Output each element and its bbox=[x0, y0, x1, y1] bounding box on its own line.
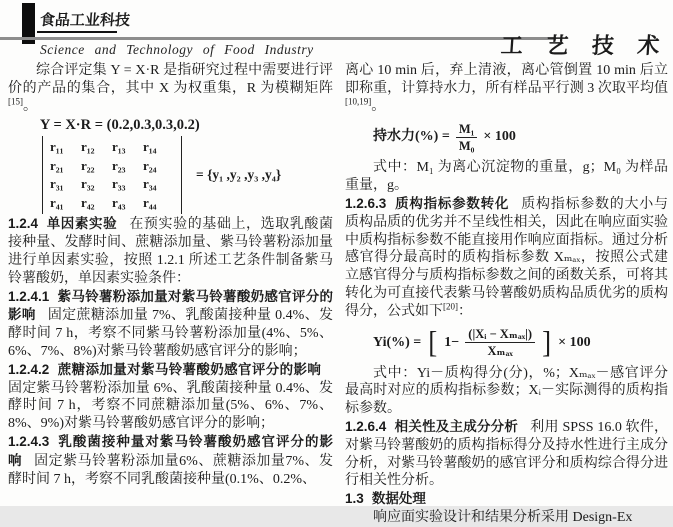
formula-texture-score bbox=[373, 323, 668, 363]
section-number: 1.2.4 bbox=[8, 216, 39, 232]
journal-title-english: Science and Technology of Food Industry bbox=[40, 42, 314, 57]
matrix-cell: r₁₂ bbox=[81, 139, 95, 155]
section-1-2-4 bbox=[8, 215, 333, 287]
section-column-label: 工 艺 技 术 bbox=[500, 33, 670, 58]
section-title: 相关性及主成分分析 bbox=[394, 418, 519, 434]
formula-yi-note: 式中：Yi－质构得分(分)，%；Xₘₐₓ－感官评分最高时对应的质构指标参数；Xᵢ－实际测得的质构指标参数。 bbox=[345, 365, 668, 417]
section-body: 利用 SPSS 16.0 软件，对紫马铃薯酸奶的质构指标得分及持水性进行主成分分析，对紫马铃薯酸奶的感官评分和质构综合得分进行相关性分析。 bbox=[345, 419, 668, 489]
matrix-cell: r₁₃ bbox=[112, 139, 126, 155]
formula-lhs: 持水力(%) = bbox=[373, 129, 450, 145]
matrix-cell: r₄₄ bbox=[143, 194, 157, 210]
matrix-cell: r₂₄ bbox=[143, 157, 157, 173]
formula-rhs: × 100 bbox=[483, 129, 516, 145]
fuzzy-matrix-equation bbox=[42, 136, 333, 214]
section-number: 1.2.6.4 bbox=[345, 418, 387, 434]
matrix-cell: r₂₃ bbox=[112, 157, 126, 173]
paragraph-text: 离心 10 min 后，弃上清液，离心管倒置 10 min 后立即称重，计算持水力，所有样品平行测 3 次取平均值 bbox=[345, 63, 668, 96]
paragraph-composite-evaluation bbox=[8, 62, 333, 115]
section-body: 固定紫马铃薯粉添加量6%、蔗糖添加量7%、发酵时间 7 h，考察不同乳酸菌接种量(0.1%、0.2%、 bbox=[8, 453, 334, 487]
fraction-numerator: (|Xᵢ − Xₘₐₓ|) bbox=[465, 327, 535, 343]
fraction bbox=[456, 122, 478, 154]
partial-cutoff-line: 响应面实验设计和结果分析采用 Design-Ex bbox=[373, 509, 633, 525]
section-1-2-4-2 bbox=[8, 361, 333, 433]
paragraph-text: 综合评定集 Y = X·R 是指研究过程中需要进行评价的产品的集合，其中 X 为权重集，R 为模糊矩阵 bbox=[8, 63, 333, 96]
section-title: 紫马铃薯粉添加量对紫马铃薯酸奶感官评分的影响 bbox=[8, 288, 333, 323]
matrix-cell: r₃₂ bbox=[81, 176, 95, 192]
matrix-cell: r₄₃ bbox=[112, 194, 126, 210]
matrix-cell: r₄₁ bbox=[50, 194, 64, 210]
fraction bbox=[465, 327, 535, 359]
matrix-determinant bbox=[42, 136, 182, 214]
matrix-cell: r₃₃ bbox=[112, 176, 126, 192]
citation-ref: [20] bbox=[443, 301, 458, 312]
section-title: 蔗糖添加量对紫马铃薯酸奶感官评分的影响 bbox=[57, 361, 321, 377]
section-title: 数据处理 bbox=[371, 491, 426, 507]
right-bracket: ] bbox=[542, 324, 552, 360]
formula-pre: 1− bbox=[444, 334, 460, 350]
paragraph-text: 。 bbox=[23, 98, 37, 114]
matrix-cell: r₂₂ bbox=[81, 157, 95, 173]
section-number: 1.2.4.2 bbox=[8, 361, 50, 377]
matrix-result: = {y₁ ,y₂ ,y₃ ,y₄} bbox=[196, 167, 282, 183]
matrix-cell: r₁₄ bbox=[143, 139, 157, 155]
section-number: 1.2.6.3 bbox=[345, 195, 387, 211]
section-1-2-4-1 bbox=[8, 288, 333, 361]
fraction-numerator: M₁ bbox=[456, 122, 478, 138]
matrix-cell: r₁₁ bbox=[50, 139, 64, 155]
formula-y-xr: Y = X·R = (0.2,0.3,0.3,0.2) bbox=[39, 117, 200, 134]
section-title: 乳酸菌接种量对紫马铃薯酸奶感官评分的影响 bbox=[8, 433, 333, 468]
formula-rhs: × 100 bbox=[558, 334, 591, 350]
left-column bbox=[8, 62, 333, 488]
header-horizontal-rule bbox=[0, 37, 556, 40]
section-1-3-heading bbox=[345, 490, 668, 509]
fraction-denominator: M₀ bbox=[458, 138, 475, 153]
section-title: 质构指标参数转化 bbox=[394, 195, 510, 211]
right-column bbox=[345, 62, 668, 527]
matrix-cell: r₃₄ bbox=[143, 176, 157, 192]
section-number: 1.2.4.3 bbox=[8, 433, 50, 449]
formula-lhs: Yi(%) = bbox=[373, 334, 422, 350]
fraction-denominator: Xₘₐₓ bbox=[487, 344, 513, 359]
citation-ref: [10,19] bbox=[345, 95, 372, 106]
section-body: 在预实验的基础上，选取乳酸菌接种量、发酵时间、蔗糖添加量、紫马铃薯粉添加量进行单因素实验，按照 1.2.1 所述工艺条件制备紫马铃薯酸奶，单因素实验条件： bbox=[8, 217, 334, 286]
matrix-cell: r₄₂ bbox=[81, 194, 95, 210]
section-body: 质构指标参数的大小与质构品质的优劣并不呈线性相关，因此在响应面实验中质构指标参数不能直接用作响应面指标。通过分析感官得分最高时的质构指标参数 Xₘₐₓ，按照公式建立感官得分与质构指标参数之间的函数关系，可将其转化为可直接代表紫马铃薯酸奶质构品质优劣的质构得分，公式如下 bbox=[345, 196, 668, 319]
section-body: 固定紫马铃薯粉添加量 6%、乳酸菌接种量 0.4%、发酵时间 7 h，考察不同蔗糖添加量(5%、6%、7%、8%、9%)对紫马铃薯酸奶感官评分的影响； bbox=[8, 380, 333, 432]
paragraph-water-holding-method bbox=[345, 62, 668, 115]
formula-water-note: 式中：M₁ 为离心沉淀物的重量，g；M₀ 为样品重量，g。 bbox=[345, 160, 668, 194]
section-body-tail: ： bbox=[458, 303, 472, 319]
section-number: 1.2.4.1 bbox=[8, 288, 50, 304]
section-body: 固定蔗糖添加量 7%、乳酸菌接种量 0.4%、发酵时间 7 h，考察不同紫马铃薯粉添加量(4%、5%、6%、7%、8%)对紫马铃薯酸奶感官评分的影响； bbox=[8, 308, 333, 359]
section-1-2-6-4 bbox=[345, 418, 668, 490]
left-bracket: [ bbox=[428, 324, 438, 360]
section-title: 单因素实验 bbox=[46, 216, 118, 232]
journal-title-underline bbox=[37, 31, 117, 33]
section-number: 1.3 bbox=[345, 491, 364, 507]
citation-ref: [15] bbox=[8, 95, 23, 106]
paragraph-text: 。 bbox=[371, 98, 386, 114]
matrix-cell: r₃₁ bbox=[50, 176, 64, 192]
journal-title-chinese: 食品工业科技 bbox=[39, 13, 131, 29]
section-1-2-4-3 bbox=[8, 433, 333, 488]
formula-water-holding bbox=[373, 117, 668, 157]
section-1-2-6-3 bbox=[345, 195, 668, 321]
matrix-cell: r₂₁ bbox=[50, 157, 64, 173]
